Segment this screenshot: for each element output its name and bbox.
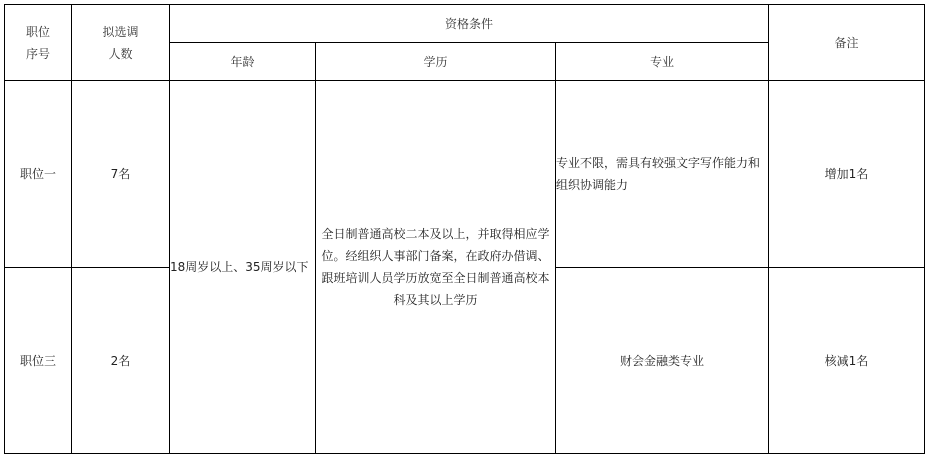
row1-major bbox=[556, 81, 768, 267]
row2-count: 2名 bbox=[110, 353, 131, 368]
row1-count: 7名 bbox=[110, 167, 131, 181]
row2-remarks: 核减1名 bbox=[824, 353, 869, 368]
education-line1: 全日制普通高校二本及以上，并取得相应学 bbox=[321, 227, 550, 241]
row1-position: 职位一 bbox=[19, 167, 56, 181]
header-planned-line2: 人数 bbox=[108, 46, 133, 61]
education-line3: 跟班培训人员学历放宽至全日制普通高校本 bbox=[321, 271, 550, 285]
header-planned-count bbox=[72, 5, 169, 80]
header-education: 学历 bbox=[423, 54, 448, 69]
row1-remarks: 增加1名 bbox=[824, 167, 869, 181]
header-remarks: 备注 bbox=[834, 35, 859, 50]
header-position-no-line1: 职位 bbox=[25, 24, 50, 39]
row2-position: 职位三 bbox=[19, 353, 56, 368]
header-qualifications: 资格条件 bbox=[444, 16, 493, 31]
education-line2: 位。经组织人事部门备案，在政府办借调、 bbox=[321, 249, 550, 263]
header-planned-line1: 拟选调 bbox=[102, 24, 139, 39]
shared-age: 18周岁以上、35周岁以下 bbox=[170, 260, 309, 274]
row1-major-line2: 组织协调能力 bbox=[556, 178, 629, 192]
education-line4: 科及其以上学历 bbox=[393, 293, 478, 307]
header-position-no-line2: 序号 bbox=[25, 46, 50, 61]
header-major: 专业 bbox=[649, 54, 674, 69]
row1-major-line1: 专业不限，需具有较强文字写作能力和 bbox=[556, 156, 761, 170]
row2-major: 财会金融类专业 bbox=[619, 353, 704, 368]
shared-education bbox=[316, 81, 555, 453]
table-border-bottom bbox=[4, 453, 925, 454]
table-border-right bbox=[924, 4, 925, 454]
header-position-no bbox=[5, 5, 71, 80]
header-age: 年龄 bbox=[230, 54, 255, 69]
